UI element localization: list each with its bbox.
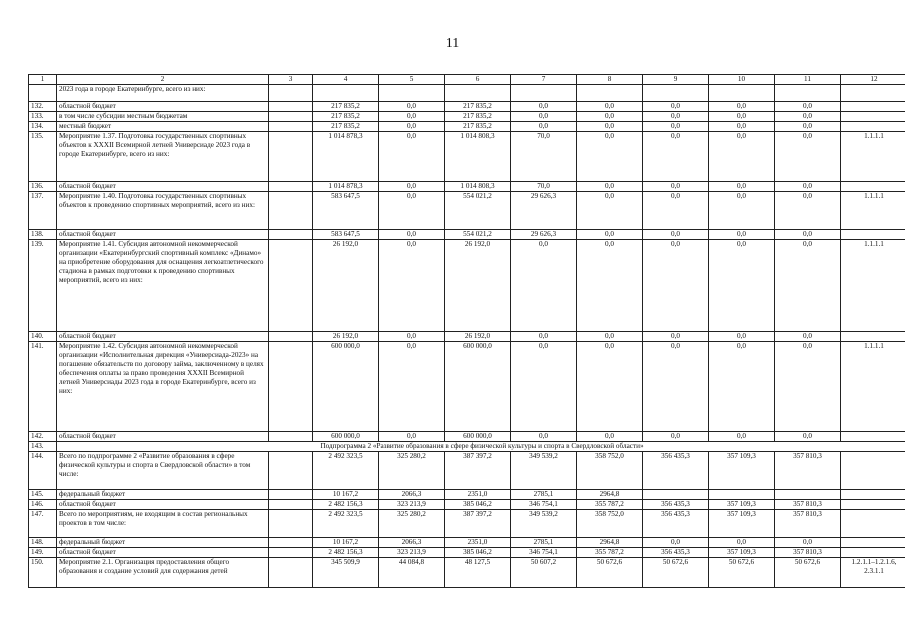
row-value: 0,0 [709,230,775,240]
row-value: 355 787,2 [577,548,643,558]
row-value: 2964,8 [577,538,643,548]
table-row [29,85,905,102]
subprogram-title: Подпрограмма 2 «Развитие образования в сфере физической культуры и спорта в Свердловской области» [57,442,905,452]
row-code: 1.1.1.1 [841,342,905,432]
table-row [29,558,905,588]
row-value: 29 626,3 [511,192,577,230]
row-name: 2023 года в городе Екатеринбурге, всего из них: [57,85,269,102]
row-value: 0,0 [379,342,445,432]
row-number: 142. [29,432,57,442]
table-row [29,432,905,442]
row-value: 357 109,3 [709,452,775,490]
row-col3 [269,452,313,490]
row-value: 323 213,9 [379,500,445,510]
row-name: Мероприятие 1.42. Субсидия автономной некоммерческой организации «Исполнительная дирекция «Универсиада-2023» на погашение обязательств по договору займа, заключенному в целях обеспечения оплаты за право проведения XXXII Всемирной летней Универсиады 2023 года в городе Екатеринбурге, всего из них: [57,342,269,432]
row-value: 0,0 [511,102,577,112]
row-value: 357 109,3 [709,510,775,538]
row-value: 1 014 878,3 [313,182,379,192]
row-value: 0,0 [709,192,775,230]
row-value: 0,0 [577,332,643,342]
row-value: 2964,8 [577,490,643,500]
row-name: федеральный бюджет [57,538,269,548]
row-code [841,122,905,132]
row-code: 1.2.1.1–1.2.1.6, 2.3.1.1 [841,558,905,588]
row-code [841,500,905,510]
row-value: 600 000,0 [313,432,379,442]
row-value: 2 492 323,5 [313,452,379,490]
row-number: 132. [29,102,57,112]
row-value: 583 647,5 [313,192,379,230]
table-row [29,240,905,332]
row-value [709,490,775,500]
row-code [841,85,905,102]
row-value: 217 835,2 [445,122,511,132]
row-value: 0,0 [643,122,709,132]
row-col3 [269,132,313,182]
row-value: 2 482 156,3 [313,500,379,510]
row-value: 358 752,0 [577,510,643,538]
row-value: 217 835,2 [313,122,379,132]
row-value: 0,0 [577,342,643,432]
row-number: 146. [29,500,57,510]
header-cell: 3 [269,75,313,85]
budget-table [28,74,905,588]
row-value [577,85,643,102]
row-value: 0,0 [379,132,445,182]
row-value [643,85,709,102]
row-value: 0,0 [511,332,577,342]
row-value: 356 435,3 [643,500,709,510]
table-row [29,538,905,548]
header-cell: 7 [511,75,577,85]
row-value: 70,0 [511,132,577,182]
row-value [379,85,445,102]
row-value: 0,0 [643,332,709,342]
row-number: 137. [29,192,57,230]
row-col3 [269,342,313,432]
row-name: Всего по подпрограмме 2 «Развитие образования в сфере физической культуры и спорта в Свердловской области» в том числе: [57,452,269,490]
row-code [841,510,905,538]
row-col3 [269,558,313,588]
table-row [29,112,905,122]
row-col3 [269,538,313,548]
row-value: 0,0 [643,102,709,112]
row-value [709,85,775,102]
row-value: 2785,1 [511,538,577,548]
row-name: областной бюджет [57,102,269,112]
row-col3 [269,510,313,538]
row-value: 10 167,2 [313,538,379,548]
row-number: 133. [29,112,57,122]
row-value: 0,0 [379,192,445,230]
row-value: 349 539,2 [511,452,577,490]
row-name: областной бюджет [57,332,269,342]
row-value [775,490,841,500]
row-col3 [269,102,313,112]
row-value: 357 109,3 [709,500,775,510]
row-value: 600 000,0 [313,342,379,432]
header-cell: 12 [841,75,905,85]
row-code [841,332,905,342]
table-row [29,548,905,558]
row-code [841,432,905,442]
row-number: 147. [29,510,57,538]
table-row [29,192,905,230]
row-value: 0,0 [577,182,643,192]
row-number: 149. [29,548,57,558]
row-number: 143. [29,442,57,452]
row-number: 139. [29,240,57,332]
row-value: 325 280,2 [379,452,445,490]
row-value: 2351,0 [445,490,511,500]
row-value: 0,0 [379,432,445,442]
row-col3 [269,182,313,192]
row-value: 2 492 323,5 [313,510,379,538]
row-value: 217 835,2 [445,102,511,112]
row-value: 26 192,0 [445,332,511,342]
row-value [445,85,511,102]
row-name: федеральный бюджет [57,490,269,500]
row-col3 [269,548,313,558]
row-col3 [269,432,313,442]
row-value [643,490,709,500]
row-value: 0,0 [577,132,643,182]
row-name: областной бюджет [57,182,269,192]
row-value: 0,0 [775,230,841,240]
row-number: 141. [29,342,57,432]
table-row [29,122,905,132]
row-code [841,182,905,192]
row-value: 0,0 [775,132,841,182]
row-code: 1.1.1.1 [841,192,905,230]
row-value: 50 672,6 [775,558,841,588]
row-value: 48 127,5 [445,558,511,588]
row-value: 0,0 [709,432,775,442]
row-value: 0,0 [379,112,445,122]
row-value: 0,0 [379,230,445,240]
row-value: 0,0 [577,112,643,122]
row-number: 148. [29,538,57,548]
row-name: областной бюджет [57,500,269,510]
row-value: 0,0 [775,342,841,432]
row-number: 144. [29,452,57,490]
row-value: 0,0 [511,240,577,332]
row-number: 145. [29,490,57,500]
row-value: 0,0 [709,342,775,432]
table-row [29,490,905,500]
row-value: 345 509,9 [313,558,379,588]
row-code [841,490,905,500]
row-value: 349 539,2 [511,510,577,538]
header-cell: 5 [379,75,445,85]
row-value: 358 752,0 [577,452,643,490]
row-value: 554 021,2 [445,230,511,240]
table-row [29,132,905,182]
subprogram-row [29,442,905,452]
row-value: 0,0 [709,122,775,132]
header-cell: 9 [643,75,709,85]
row-value: 356 435,3 [643,548,709,558]
row-value: 2785,1 [511,490,577,500]
row-number: 135. [29,132,57,182]
table-row [29,342,905,432]
row-value: 0,0 [379,240,445,332]
row-code [841,112,905,122]
row-name: Мероприятие 2.1. Организация предоставления общего образования и создание условий для содержания детей [57,558,269,588]
row-value: 217 835,2 [313,112,379,122]
row-value: 600 000,0 [445,432,511,442]
row-value: 0,0 [379,122,445,132]
row-value: 2066,3 [379,538,445,548]
header-cell: 2 [57,75,269,85]
row-value: 0,0 [577,230,643,240]
row-value: 0,0 [643,342,709,432]
row-value: 554 021,2 [445,192,511,230]
row-number: 136. [29,182,57,192]
row-value: 356 435,3 [643,452,709,490]
row-number [29,85,57,102]
row-value: 0,0 [643,432,709,442]
row-value: 0,0 [379,182,445,192]
row-value [511,85,577,102]
row-code [841,102,905,112]
row-value: 0,0 [709,332,775,342]
row-value: 1 014 808,3 [445,132,511,182]
row-code: 1.1.1.1 [841,132,905,182]
row-value: 0,0 [577,122,643,132]
row-name: в том числе субсидии местным бюджетам [57,112,269,122]
row-name: Мероприятие 1.40. Подготовка государственных спортивных объектов к проведению спортивных мероприятий, всего из них: [57,192,269,230]
row-value: 70,0 [511,182,577,192]
row-value: 0,0 [379,102,445,112]
row-value: 0,0 [775,102,841,112]
header-row [29,75,905,85]
row-value: 385 046,2 [445,548,511,558]
row-value: 0,0 [709,538,775,548]
row-value: 29 626,3 [511,230,577,240]
row-value: 0,0 [643,112,709,122]
header-cell: 10 [709,75,775,85]
row-value: 0,0 [775,538,841,548]
row-code [841,452,905,490]
row-value: 10 167,2 [313,490,379,500]
row-col3 [269,332,313,342]
row-value: 2351,0 [445,538,511,548]
row-value: 357 810,3 [775,510,841,538]
row-col3 [269,122,313,132]
row-value: 357 109,3 [709,548,775,558]
row-value: 0,0 [511,342,577,432]
row-value: 346 754,1 [511,548,577,558]
header-cell: 11 [775,75,841,85]
table-row [29,510,905,538]
row-value: 357 810,3 [775,500,841,510]
table-row [29,102,905,112]
header-cell: 8 [577,75,643,85]
row-value: 26 192,0 [313,240,379,332]
table-row [29,500,905,510]
table-row [29,230,905,240]
row-value: 217 835,2 [445,112,511,122]
row-value [775,85,841,102]
row-value: 0,0 [775,192,841,230]
row-value: 0,0 [709,240,775,332]
row-value: 0,0 [643,132,709,182]
row-value: 1 014 808,3 [445,182,511,192]
row-value: 0,0 [643,182,709,192]
row-value: 357 810,3 [775,548,841,558]
row-col3 [269,230,313,240]
row-number: 150. [29,558,57,588]
row-value: 0,0 [577,432,643,442]
row-value: 0,0 [709,132,775,182]
row-name: Всего по мероприятиям, не входящим в состав региональных проектов в том числе: [57,510,269,538]
table-row [29,332,905,342]
row-value: 26 192,0 [313,332,379,342]
row-col3 [269,85,313,102]
row-name: Мероприятие 1.37. Подготовка государственных спортивных объектов к XXXII Всемирной летней Универсиаде 2023 года в городе Екатеринбурге, всего из них: [57,132,269,182]
row-code [841,230,905,240]
row-code [841,538,905,548]
row-value: 0,0 [511,112,577,122]
row-value: 0,0 [511,122,577,132]
row-value: 50 607,2 [511,558,577,588]
row-value: 387 397,2 [445,452,511,490]
row-value: 387 397,2 [445,510,511,538]
row-value: 600 000,0 [445,342,511,432]
row-number: 140. [29,332,57,342]
row-value: 50 672,6 [577,558,643,588]
header-cell: 4 [313,75,379,85]
row-value: 355 787,2 [577,500,643,510]
row-name: местный бюджет [57,122,269,132]
row-value: 0,0 [709,102,775,112]
row-value: 2066,3 [379,490,445,500]
row-value: 356 435,3 [643,510,709,538]
row-value: 0,0 [379,332,445,342]
row-value: 0,0 [643,538,709,548]
row-col3 [269,500,313,510]
row-value: 346 754,1 [511,500,577,510]
row-value: 50 672,6 [643,558,709,588]
row-value: 50 672,6 [709,558,775,588]
row-code [841,548,905,558]
row-value: 0,0 [577,240,643,332]
row-col3 [269,192,313,230]
row-code: 1.1.1.1 [841,240,905,332]
row-number: 138. [29,230,57,240]
row-number: 134. [29,122,57,132]
row-value: 0,0 [643,230,709,240]
row-col3 [269,112,313,122]
row-value: 0,0 [775,122,841,132]
row-value: 0,0 [643,240,709,332]
row-name: областной бюджет [57,432,269,442]
row-name: областной бюджет [57,548,269,558]
row-value [313,85,379,102]
row-value: 0,0 [775,332,841,342]
row-value: 0,0 [775,240,841,332]
row-col3 [269,240,313,332]
page-number: 11 [445,36,460,51]
row-value: 1 014 878,3 [313,132,379,182]
row-value: 2 482 156,3 [313,548,379,558]
row-value: 583 647,5 [313,230,379,240]
header-cell: 1 [29,75,57,85]
row-value: 0,0 [577,192,643,230]
row-value: 0,0 [577,102,643,112]
row-value: 357 810,3 [775,452,841,490]
table-row [29,182,905,192]
row-value: 26 192,0 [445,240,511,332]
row-value: 44 084,8 [379,558,445,588]
row-name: Мероприятие 1.41. Субсидия автономной некоммерческой организации «Екатеринбургский спортивный комплекс «Динамо» на приобретение оборудования для оснащения легкоатлетического стадиона в рамках подготовки к проведению спортивных мероприятий, всего из них: [57,240,269,332]
row-value: 323 213,9 [379,548,445,558]
row-value: 325 280,2 [379,510,445,538]
table-row [29,452,905,490]
row-value: 0,0 [709,112,775,122]
row-value: 0,0 [511,432,577,442]
row-col3 [269,490,313,500]
header-cell: 6 [445,75,511,85]
row-value: 217 835,2 [313,102,379,112]
row-value: 0,0 [775,432,841,442]
row-value: 0,0 [709,182,775,192]
row-value: 0,0 [775,112,841,122]
row-value: 0,0 [643,192,709,230]
row-value: 0,0 [775,182,841,192]
row-value: 385 046,2 [445,500,511,510]
row-name: областной бюджет [57,230,269,240]
